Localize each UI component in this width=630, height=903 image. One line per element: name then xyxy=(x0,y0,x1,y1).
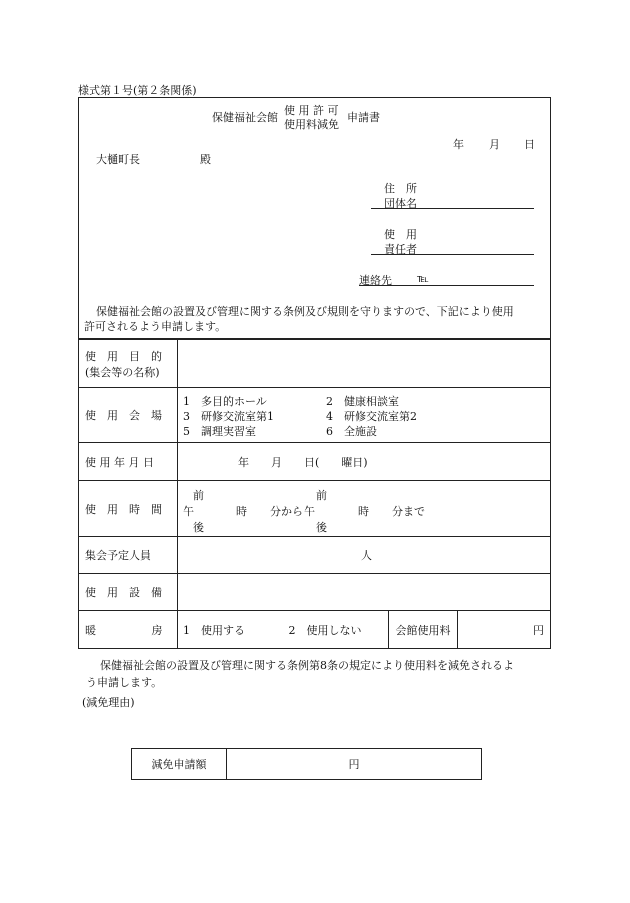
venue-option[interactable]: 3 研修交流室第1 xyxy=(183,410,274,423)
venue-option[interactable]: 2 健康相談室 xyxy=(326,395,399,408)
date-row xyxy=(79,443,551,481)
purpose-label: 使 用 目 的 (集会等の名称) xyxy=(79,340,178,388)
venue-option[interactable]: 1 多目的ホール xyxy=(183,395,267,408)
equipment-label: 使 用 設 備 xyxy=(79,574,178,611)
equipment-row xyxy=(79,574,551,611)
date-year: 年 xyxy=(453,138,464,151)
reduction-text-line1: 保健福祉会館の設置及び管理に関する条例第8条の規定により使用料を減免されるよ xyxy=(100,659,514,672)
responsible-label-2: 責任者 xyxy=(384,243,417,256)
addressee-honorific: 殿 xyxy=(200,153,211,166)
fee-field[interactable]: 円 xyxy=(458,611,551,649)
usage-date-label: 使 用 年 月 日 xyxy=(79,443,178,481)
reduction-amount-label: 減免申請額 xyxy=(132,749,227,780)
heating-use-option[interactable]: 1 使用する xyxy=(183,623,245,637)
usage-form-table xyxy=(78,339,551,649)
heating-label: 暖 房 xyxy=(79,611,178,649)
responsible-underline xyxy=(371,254,534,255)
usage-date-field[interactable]: 年 月 日( 曜日) xyxy=(178,443,551,481)
time-row xyxy=(79,481,551,537)
equipment-field[interactable] xyxy=(178,574,551,611)
purpose-row xyxy=(79,340,551,388)
usage-time-label: 使 用 時 間 xyxy=(79,481,178,537)
date-day: 日 xyxy=(524,138,535,151)
venue-label: 使 用 会 場 xyxy=(79,388,178,443)
date-month: 月 xyxy=(489,138,500,151)
title-option-permit: 使 用 許 可 xyxy=(284,104,339,117)
responsible-label-1: 使 用 xyxy=(384,228,417,241)
attendance-row xyxy=(79,537,551,574)
intro-text-line1: 保健福祉会館の設置及び管理に関する条例及び規則を守りますので、下記により使用 xyxy=(96,305,514,318)
organization-underline xyxy=(371,208,534,209)
address-label: 住 所 xyxy=(384,182,417,195)
application-header-box xyxy=(78,97,551,339)
reduction-amount-field[interactable]: 円 xyxy=(227,749,482,780)
purpose-field[interactable] xyxy=(178,340,551,388)
reduction-amount-table xyxy=(131,748,482,780)
attendance-field[interactable]: 人 xyxy=(178,537,551,574)
heating-nouse-option[interactable]: 2 使用しない xyxy=(288,623,362,637)
fee-label: 会館使用料 xyxy=(389,611,458,649)
venue-option[interactable]: 5 調理実習室 xyxy=(183,425,256,438)
form-number: 様式第１号(第２条関係) xyxy=(78,84,197,97)
title-suffix: 申請書 xyxy=(347,111,380,124)
contact-label: 連絡先 xyxy=(359,274,392,287)
telephone-icon: ℡ xyxy=(417,272,429,285)
venue-option[interactable]: 4 研修交流室第2 xyxy=(326,410,417,423)
addressee-name: 大樋町長 xyxy=(96,153,140,166)
reduction-text-line2: う申請します。 xyxy=(86,676,163,689)
venue-row xyxy=(79,388,551,443)
title-option-reduction: 使用料減免 xyxy=(284,118,339,131)
venue-options xyxy=(178,388,551,443)
heating-options xyxy=(178,611,389,649)
reduction-reason-label: (減免理由) xyxy=(82,696,135,709)
usage-time-field[interactable]: 前 午 後 時 分から 前 午 後 時 分まで xyxy=(178,481,551,537)
venue-option[interactable]: 6 全施設 xyxy=(326,425,377,438)
intro-text-line2: 許可されるよう申請します。 xyxy=(84,320,227,333)
heating-row xyxy=(79,611,551,649)
contact-underline xyxy=(359,285,534,286)
title-prefix: 保健福祉会館 xyxy=(212,111,278,124)
organization-label: 団体名 xyxy=(384,197,417,210)
attendance-label: 集会予定人員 xyxy=(79,537,178,574)
